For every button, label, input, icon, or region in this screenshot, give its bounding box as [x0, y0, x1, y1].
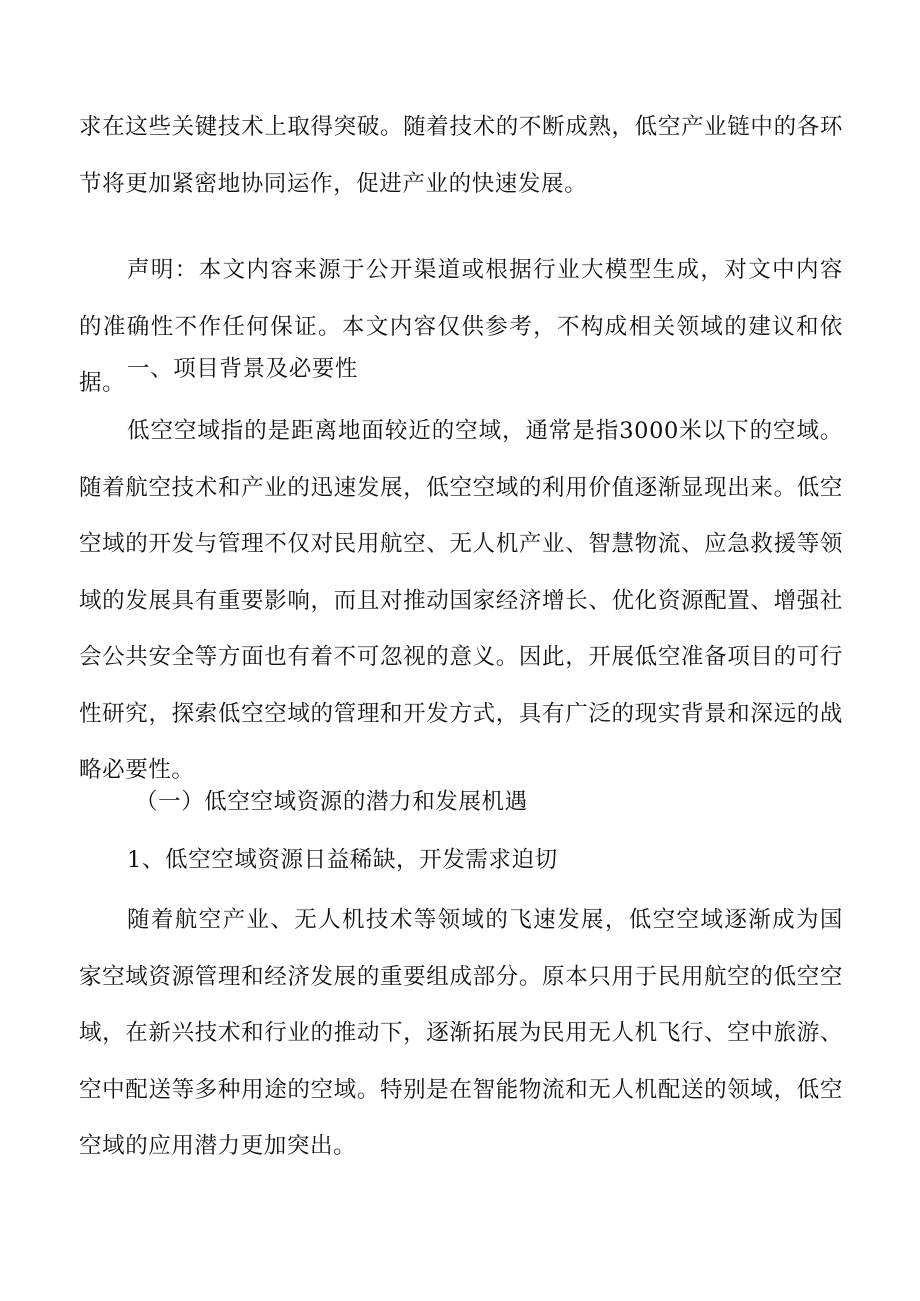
- subsection-heading: （一）低空空域资源的潜力和发展机遇: [135, 789, 528, 815]
- paragraph-background: 低空空域指的是距离地面较近的空域，通常是指3000米以下的空域。随着航空技术和产业的迅速发展，低空空域的利用价值逐渐显现出来。低空空域的开发与管理不仅对民用航空、无人机产业、智慧物流、应急救援等领域的发展具有重要影响，而且对推动国家经济增长、优化资源配置、增强社会公共安全等方面也有着不可忽视的意义。因此，开展低空准备项目的可行性研究，探索低空空域的管理和开发方式，具有广泛的现实背景和深远的战略必要性。: [79, 418, 843, 783]
- paragraph-disclaimer: 声明：本文内容来源于公开渠道或根据行业大模型生成，对文中内容的准确性不作任何保证。本文内容仅供参考，不构成相关领域的建议和依据。: [79, 257, 843, 396]
- paragraph-continuation: 求在这些关键技术上取得突破。随着技术的不断成熟，低空产业链中的各环节将更加紧密地协同运作，促进产业的快速发展。: [79, 114, 843, 197]
- section-heading-1: 一、项目背景及必要性: [127, 356, 359, 382]
- paragraph-airspace-resources: 随着航空产业、无人机技术等领域的飞速发展，低空空域逐渐成为国家空域资源管理和经济发展的重要组成部分。原本只用于民用航空的低空空域，在新兴技术和行业的推动下，逐渐拓展为民用无人机飞行、空中旅游、空中配送等多种用途的空域。特别是在智能物流和无人机配送的领域，低空空域的应用潜力更加突出。: [79, 907, 843, 1159]
- point-heading-1: 1、低空空域资源日益稀缺，开发需求迫切: [127, 847, 558, 873]
